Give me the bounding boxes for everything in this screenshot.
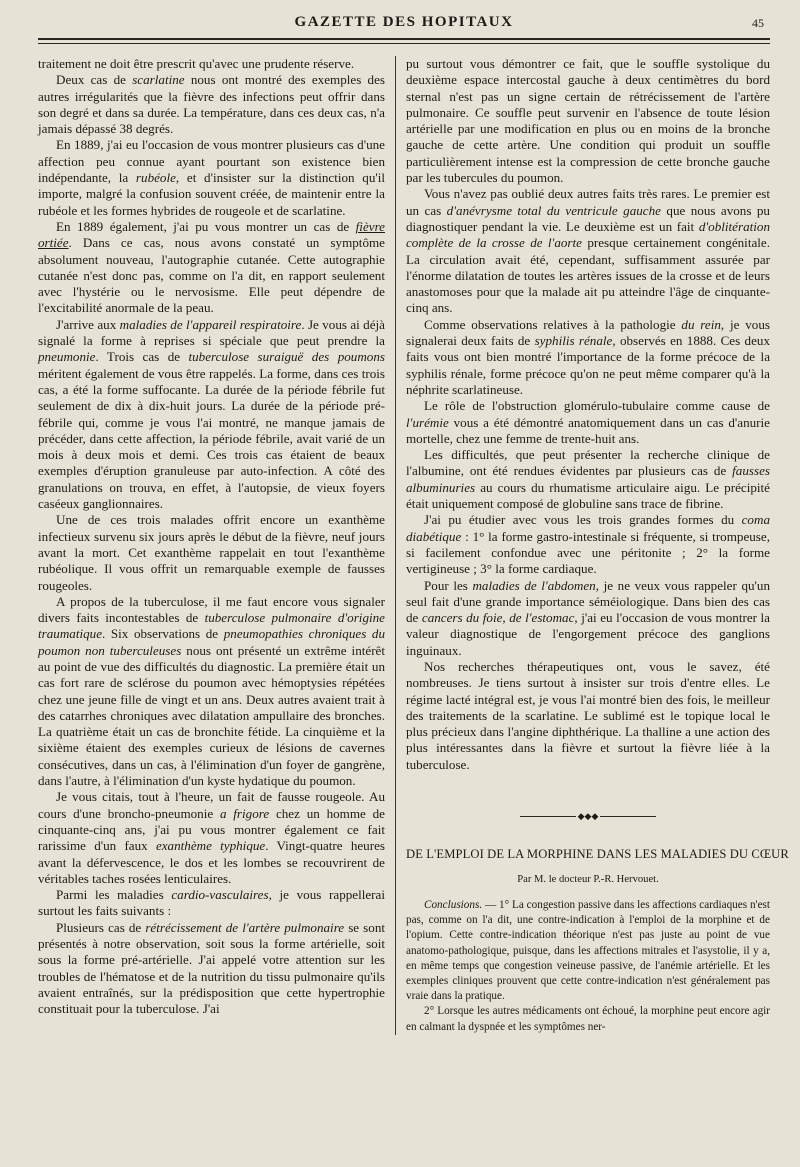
header-rule-thin xyxy=(38,43,770,44)
journal-title: GAZETTE DES HOPITAUX xyxy=(294,14,514,30)
paragraph: Comme observations relatives à la pathologie du rein, je vous signalerai deux faits de syphilis rénale, observés en 1888. Ces deux faits vous ont bien montré l'importance de la forme précoce de la syphilis rénale, forme précoce qu'on ne peut même comparer qu'à la néphrite scarlatineuse. xyxy=(406,316,770,397)
paragraph: Je vous citais, tout à l'heure, un fait de fausse rougeole. Au cours d'une broncho-pneumonie a frigore chez un homme de cinquante-cinq ans, j'ai pu vous montrer également ce fait rarissime d'un faux exanthème typhique. Vingt-quatre heures avant la défervescence, le dos et les lombes se recouvrirent de véritables taches rosées lenticulaires. xyxy=(38,789,386,886)
header-rule-thick xyxy=(38,38,770,40)
right-column xyxy=(395,56,789,1035)
paragraph: En 1889, j'ai eu l'occasion de vous montrer plusieurs cas d'une affection peu connue ayant pourtant son existence bien indépendante, la rubéole, et d'insister sur la distinction qu'il importe, malgré la confusion souvent créée, de maintenir entre la rubéole et les formes hybrides de rougeole et de scarlatine. xyxy=(38,137,385,218)
paragraph: Parmi les maladies cardio-vasculaires, je vous rappellerai surtout les faits suivants : xyxy=(38,887,385,919)
paragraph: A propos de la tuberculose, il me faut encore vous signaler divers faits incontestables de tuberculose pulmonaire d'origine traumatique. Six observations de pneumopathies chroniques du poumon non tuberculeuses nous ont présenté un extrême intérêt au point de vue des difficultés du diagnostic. La première était un cas fort rare de sclérose du poumon avec hémoptysies répétées chez une jeune fille de vingt et un ans. Deux autres avaient trait à des catarrhes chroniques avec dilatation ampullaire des bronches. La quatrième était un cas de bronchite fétide. La cinquième et la sixième étaient des exemples curieux de lésions de cavernes consécutives, dans un cas, à l'élimination d'un foyer de gangrène, dans l'autre, à l'élimination d'un kyste hydatique du poumon. xyxy=(38,593,385,789)
paragraph: Les difficultés, que peut présenter la recherche clinique de l'albumine, ont été rendues évidentes par plusieurs cas de fausses albuminuries au cours du rhumatisme articulaire aigu. Le précipité était uniquement composé de globuline sans trace de fibrine. xyxy=(406,447,770,512)
paragraph: J'arrive aux maladies de l'appareil respiratoire. Je vous ai déjà signalé la forme à reprises si spéciale que peut prendre la pneumonie. Trois cas de tuberculose suraiguë des poumons méritent également de vous être rappelés. La forme, dans ces trois cas, a été la forme suffocante. La durée de la période fébrile fut seulement de dix à dix-huit jours. La durée de la période pré-fébrile qui, comme je vous l'ai montré, ne manque jamais de précéder, dans cette affection, la période fébrile, avait varié de un mois à deux mois et demi. Ces trois cas étaient de beaux exemples d'éruption granuleuse par auto-infection. A côté des granulations on trouva, en effet, à l'autopsie, de vieux foyers caséeux ganglionnaires. xyxy=(38,316,385,512)
paragraph: traitement ne doit être prescrit qu'avec une prudente réserve. xyxy=(38,56,355,71)
paragraph: 2° Lorsque les autres médicaments ont échoué, la morphine peut encore agir en calmant la dyspnée et les symptômes ner- xyxy=(406,1005,770,1033)
paragraph: Conclusions. — 1° La congestion passive dans les affections cardiaques n'est pas, comme on l'a dit, une contre-indication à l'emploi de la morphine et de l'opium. Cette contre-indication théorique n'est pas juste au point de vue anatomo-pathologique, puisque, dans les affections mitrales et l'asystolie, il y a, en même temps que congestion veineuse passive, de l'anémie artérielle. Et les exemples cliniques prouvent que cette contre-indication n'est généralement pas vraie dans la pratique. xyxy=(406,899,770,1003)
page-header xyxy=(38,0,770,44)
paragraph: Le rôle de l'obstruction glomérulo-tubulaire comme cause de l'urémie vous a été démontré anatomiquement dans un cas d'anurie mortelle, chez une femme de trente-huit ans. xyxy=(406,398,770,446)
article-byline: Par M. le docteur P.-R. Hervouet. xyxy=(517,873,659,885)
paragraph: Vous n'avez pas oublié deux autres faits très rares. Le premier est un cas d'anévrysme total du ventricule gauche que nous avons pu diagnostiquer pendant la vie. Le deuxième est un fait d'oblitération complète de la crosse de l'aorte presque certainement congénitale. La circulation avait été, cependant, suffisamment assurée par l'énorme dilatation de toutes les artères issues de la crosse et de leurs anastomoses pour que la malade ait pu atteindre l'âge de cinquante-cinq ans. xyxy=(406,186,770,316)
left-column xyxy=(38,56,395,1035)
section-divider: ◆◆◆ xyxy=(406,807,770,824)
paragraph: pu surtout vous démontrer ce fait, que le souffle systolique du deuxième espace intercostal gauche à deux centimètres du bord sternal n'est pas un signe certain de rétrécissement de l'artère pulmonaire. Ce souffle peut survenir en l'absence de toute lésion artérielle par une modification en plus ou en moins de la bronche gauche de cette artère. Une condition qui produit un souffle particulièrement intense est la compression de cette bronche gauche par les tubercules du poumon. xyxy=(406,56,770,186)
paragraph: Pour les maladies de l'abdomen, je ne veux vous rappeler qu'un seul fait d'une grande importance séméiologique. Dans bien des cas de cancers du foie, de l'estomac, j'ai eu l'occasion de vous montrer la valeur diagnostique de l'engorgement précoce des ganglions inguinaux. xyxy=(406,577,770,658)
paragraph: Nos recherches thérapeutiques ont, vous le savez, été nombreuses. Je tiens surtout à insister sur trois d'entre elles. Le régime lacté intégral est, je vous l'ai montré bien des fois, le meilleur des traitements de la scarlatine. Le sublimé est le topique local le plus précieux dans l'angine diphthérique. La thalline a une action des plus intéressantes dans la fièvre et surtout la fièvre liée à la tuberculose. xyxy=(406,658,770,772)
paragraph: Une de ces trois malades offrit encore un exanthème infectieux survenu six jours après le début de la fièvre, neuf jours avant la mort. Cet exanthème rappelait en tout l'exanthème rubéolique. Il vous offrit un remarquable exemple de fausses rougeoles. xyxy=(38,512,385,593)
paragraph: Plusieurs cas de rétrécissement de l'artère pulmonaire se sont présentés à notre observation, soit sous la forme artérielle, soit sous la forme pré-artérielle. J'ai appelé votre attention sur les troubles de l'hématose et de la nutrition du tissu pulmonaire qu'ils avaient entraînés, sur la prédisposition que cette hypertrophie constituait pour la tuberculose. J'ai xyxy=(38,919,386,1017)
paragraph: J'ai pu étudier avec vous les trois grandes formes du coma diabétique : 1° la forme gastro-intestinale si fréquente, si trompeuse, si facilement confondue avec une péritonite ; 2° la forme vertigineuse ; 3° la forme cardiaque. xyxy=(406,512,770,577)
article-title: DE L'EMPLOI DE LA MORPHINE DANS LES MALADIES DU CŒUR xyxy=(406,847,789,862)
page-number: 45 xyxy=(752,16,764,30)
paragraph: Deux cas de scarlatine nous ont montré des exemples des autres irrégularités que la fièvre des infections peut offrir dans son degré et dans sa durée. La température, dans ces deux cas, n'a jamais dépassé 38 degrés. xyxy=(38,72,385,137)
paragraph: En 1889 également, j'ai pu vous montrer un cas de fièvre ortiée. Dans ce cas, nous avons constaté un symptôme absolument nouveau, l'autographie cutanée. Cette autographie cutanée n'est donc pas, comme on l'a dit, en rapport seulement avec l'hystérie ou le nervosisme. Elle peut dépendre de l'excitabilité anormale de la peau. xyxy=(38,218,385,316)
two-column-body xyxy=(38,56,789,1035)
